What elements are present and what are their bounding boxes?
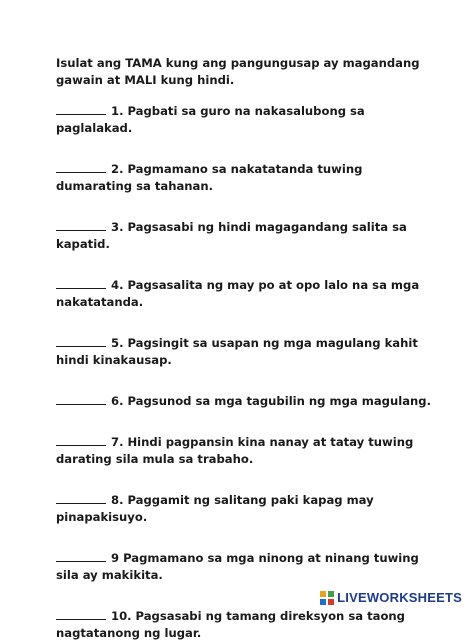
answer-blank[interactable] <box>56 103 106 115</box>
answer-blank[interactable] <box>56 219 106 231</box>
answer-blank[interactable] <box>56 434 106 446</box>
instructions-text: Isulat ang TAMA kung ang pangungusap ay magandang gawain at MALI kung hindi. <box>56 56 420 87</box>
item-number: 5. <box>111 336 124 350</box>
answer-blank[interactable] <box>56 335 106 347</box>
answer-blank[interactable] <box>56 161 106 173</box>
list-item <box>56 103 436 137</box>
item-text: Pagsasalita ng may po at opo lalo na sa mga nakatatanda. <box>56 278 420 309</box>
item-number: 1. <box>111 104 124 118</box>
item-number: 9 <box>111 551 120 565</box>
item-number: 6. <box>111 394 124 408</box>
list-item <box>56 161 436 195</box>
item-number: 8. <box>111 493 124 507</box>
list-item <box>56 608 436 642</box>
list-item <box>56 219 436 253</box>
item-text: Pagsunod sa mga tagubilin ng mga magulang. <box>127 394 431 408</box>
answer-blank[interactable] <box>56 608 106 620</box>
list-item <box>56 550 436 584</box>
item-number: 10. <box>111 609 132 623</box>
liveworksheets-footer[interactable] <box>320 590 462 605</box>
item-text: Pagmamano sa nakatatanda tuwing dumarating sa tahanan. <box>56 162 363 193</box>
item-text: Paggamit ng salitang paki kapag may pinapakisuyo. <box>56 493 374 524</box>
liveworksheets-logo-icon <box>320 591 334 605</box>
item-number: 4. <box>111 278 124 292</box>
item-text: Pagbati sa guro na nakasalubong sa paglalakad. <box>56 104 365 135</box>
answer-blank[interactable] <box>56 277 106 289</box>
item-text: Pagmamano sa mga ninong at ninang tuwing sila ay makikita. <box>56 551 419 582</box>
item-number: 7. <box>111 435 124 449</box>
list-item <box>56 434 436 468</box>
items-list <box>56 103 436 642</box>
list-item <box>56 277 436 311</box>
item-number: 3. <box>111 220 124 234</box>
item-text: Pagsingit sa usapan ng mga magulang kahit hindi kinakausap. <box>56 336 418 367</box>
answer-blank[interactable] <box>56 393 106 405</box>
list-item <box>56 393 436 410</box>
brand-text: LIVEWORKSHEETS <box>337 590 462 605</box>
answer-blank[interactable] <box>56 550 106 562</box>
list-item <box>56 492 436 526</box>
item-text: Pagsasabi ng hindi magagandang salita sa kapatid. <box>56 220 407 251</box>
item-text: Hindi pagpansin kina nanay at tatay tuwing darating sila mula sa trabaho. <box>56 435 414 466</box>
item-text: Pagsasabi ng tamang direksyon sa taong nagtatanong ng lugar. <box>56 609 405 640</box>
item-number: 2. <box>111 162 124 176</box>
list-item <box>56 335 436 369</box>
answer-blank[interactable] <box>56 492 106 504</box>
